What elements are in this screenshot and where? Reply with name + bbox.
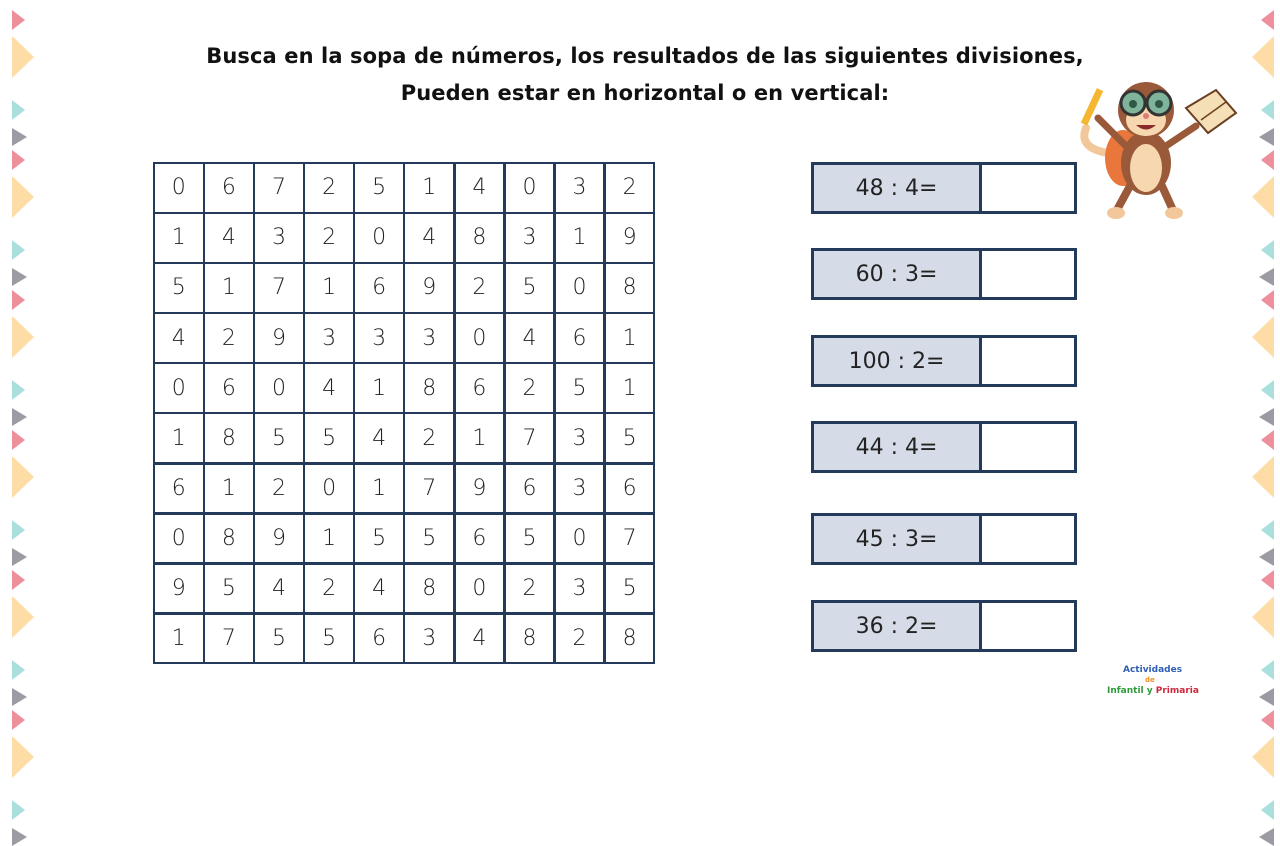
grid-cell[interactable]: 3 [355, 314, 403, 362]
grid-cell[interactable]: 6 [355, 264, 403, 312]
gray-triangle-icon [12, 828, 27, 846]
grid-cell[interactable]: 1 [205, 465, 253, 513]
pink-triangle-icon [12, 710, 25, 730]
grid-cell[interactable]: 1 [606, 364, 654, 412]
division-problem [811, 513, 1077, 565]
number-search-grid [153, 162, 655, 664]
grid-cell[interactable]: 9 [255, 314, 303, 362]
grid-cell[interactable]: 9 [606, 214, 654, 262]
grid-cell[interactable]: 2 [205, 314, 253, 362]
grid-cell[interactable]: 8 [405, 364, 453, 412]
division-question: 48 : 4= [814, 165, 982, 211]
grid-cell[interactable]: 3 [255, 214, 303, 262]
logo-line-2: de [1145, 676, 1155, 684]
grid-cell[interactable]: 7 [255, 164, 303, 212]
pink-triangle-icon [12, 290, 25, 310]
grid-cell[interactable]: 1 [556, 214, 604, 262]
pink-triangle-icon [1261, 570, 1274, 590]
grid-cell[interactable]: 5 [355, 515, 403, 563]
grid-cell[interactable]: 4 [205, 214, 253, 262]
grid-cell[interactable]: 2 [305, 164, 353, 212]
grid-cell[interactable]: 5 [155, 264, 203, 312]
grid-cell[interactable]: 7 [405, 465, 453, 513]
grid-cell[interactable]: 3 [556, 465, 604, 513]
grid-cell[interactable]: 6 [506, 465, 554, 513]
teal-triangle-icon [1261, 380, 1274, 400]
teal-triangle-icon [12, 660, 25, 680]
grid-cell[interactable]: 6 [205, 364, 253, 412]
yellow-triangle-icon [12, 316, 34, 358]
yellow-triangle-icon [12, 456, 34, 498]
grid-cell[interactable]: 4 [405, 214, 453, 262]
division-question: 44 : 4= [814, 424, 982, 470]
grid-cell[interactable]: 3 [556, 565, 604, 613]
grid-cell[interactable]: 0 [556, 264, 604, 312]
answer-box[interactable] [982, 516, 1074, 562]
gray-triangle-icon [1259, 408, 1274, 426]
grid-cell[interactable]: 1 [456, 414, 504, 462]
grid-cell[interactable]: 5 [255, 615, 303, 663]
grid-cell[interactable]: 3 [405, 314, 453, 362]
division-question: 60 : 3= [814, 251, 982, 297]
logo-line-1: Actividades [1123, 665, 1183, 675]
grid-cell[interactable]: 8 [205, 414, 253, 462]
yellow-triangle-icon [12, 736, 34, 778]
grid-cell[interactable]: 0 [456, 314, 504, 362]
grid-cell[interactable]: 8 [405, 565, 453, 613]
grid-cell[interactable]: 5 [606, 565, 654, 613]
division-question: 36 : 2= [814, 603, 982, 649]
yellow-triangle-icon [1252, 176, 1274, 218]
pink-triangle-icon [12, 10, 25, 30]
instructions-line-1: Busca en la sopa de números, los resultados de las siguientes divisiones, [206, 44, 1084, 68]
grid-cell[interactable]: 2 [506, 364, 554, 412]
teal-triangle-icon [12, 520, 25, 540]
grid-cell[interactable]: 0 [506, 164, 554, 212]
grid-cell[interactable]: 5 [255, 414, 303, 462]
grid-cell[interactable]: 2 [305, 565, 353, 613]
teal-triangle-icon [12, 240, 25, 260]
grid-cell[interactable]: 3 [305, 314, 353, 362]
grid-cell[interactable]: 7 [506, 414, 554, 462]
grid-cell[interactable]: 4 [456, 164, 504, 212]
grid-cell[interactable]: 4 [456, 615, 504, 663]
grid-cell[interactable]: 5 [606, 414, 654, 462]
division-problem [811, 162, 1077, 214]
grid-cell[interactable]: 1 [155, 214, 203, 262]
grid-cell[interactable]: 6 [355, 615, 403, 663]
grid-cell[interactable]: 8 [205, 515, 253, 563]
grid-cell[interactable]: 2 [506, 565, 554, 613]
grid-cell[interactable]: 4 [355, 565, 403, 613]
grid-cell[interactable]: 1 [155, 414, 203, 462]
grid-cell[interactable]: 0 [556, 515, 604, 563]
grid-cell[interactable]: 8 [456, 214, 504, 262]
pink-triangle-icon [1261, 290, 1274, 310]
teal-triangle-icon [1261, 800, 1274, 820]
grid-cell[interactable]: 2 [606, 164, 654, 212]
grid-cell[interactable]: 1 [355, 364, 403, 412]
grid-cell[interactable]: 7 [255, 264, 303, 312]
pink-triangle-icon [1261, 430, 1274, 450]
grid-cell[interactable]: 5 [405, 515, 453, 563]
teal-triangle-icon [1261, 660, 1274, 680]
monkey-mascot-icon [1068, 68, 1238, 223]
logo-infantil: Infantil y [1107, 686, 1156, 696]
teal-triangle-icon [12, 800, 25, 820]
site-logo [1105, 665, 1225, 705]
grid-cell[interactable]: 5 [556, 364, 604, 412]
grid-cell[interactable]: 1 [305, 515, 353, 563]
grid-cell[interactable]: 2 [456, 264, 504, 312]
division-problem [811, 421, 1077, 473]
grid-cell[interactable]: 9 [456, 465, 504, 513]
grid-cell[interactable]: 1 [606, 314, 654, 362]
grid-cell[interactable]: 9 [255, 515, 303, 563]
instructions-line-2: Pueden estar en horizontal o en vertical: [400, 81, 890, 105]
grid-cell[interactable]: 1 [355, 465, 403, 513]
grid-cell[interactable]: 4 [506, 314, 554, 362]
pink-triangle-icon [1261, 10, 1274, 30]
grid-cell[interactable]: 3 [405, 615, 453, 663]
answer-box[interactable] [982, 603, 1074, 649]
grid-cell[interactable]: 1 [405, 164, 453, 212]
grid-cell[interactable]: 0 [355, 214, 403, 262]
pink-triangle-icon [1261, 710, 1274, 730]
grid-cell[interactable]: 7 [606, 515, 654, 563]
gray-triangle-icon [12, 268, 27, 286]
grid-cell[interactable]: 2 [405, 414, 453, 462]
grid-cell[interactable]: 7 [205, 615, 253, 663]
grid-cell[interactable]: 6 [155, 465, 203, 513]
grid-cell[interactable]: 3 [556, 414, 604, 462]
gray-triangle-icon [1259, 268, 1274, 286]
grid-cell[interactable]: 6 [606, 465, 654, 513]
grid-cell[interactable]: 6 [556, 314, 604, 362]
grid-cell[interactable]: 5 [355, 164, 403, 212]
teal-triangle-icon [1261, 520, 1274, 540]
grid-cell[interactable]: 1 [305, 264, 353, 312]
gray-triangle-icon [1259, 548, 1274, 566]
yellow-triangle-icon [1252, 736, 1274, 778]
grid-cell[interactable]: 4 [255, 565, 303, 613]
division-problem [811, 248, 1077, 300]
gray-triangle-icon [12, 548, 27, 566]
division-question: 100 : 2= [814, 338, 982, 384]
answer-box[interactable] [982, 424, 1074, 470]
grid-cell[interactable]: 0 [456, 565, 504, 613]
grid-cell[interactable]: 6 [456, 515, 504, 563]
grid-cell[interactable]: 3 [506, 214, 554, 262]
yellow-triangle-icon [12, 176, 34, 218]
grid-cell[interactable]: 4 [355, 414, 403, 462]
gray-triangle-icon [1259, 128, 1274, 146]
grid-cell[interactable]: 8 [606, 264, 654, 312]
gray-triangle-icon [12, 128, 27, 146]
teal-triangle-icon [1261, 240, 1274, 260]
grid-cell[interactable]: 5 [305, 414, 353, 462]
grid-cell[interactable]: 0 [305, 465, 353, 513]
grid-cell[interactable]: 5 [506, 515, 554, 563]
logo-primaria: Primaria [1155, 686, 1199, 696]
grid-cell[interactable]: 1 [205, 264, 253, 312]
division-problem [811, 335, 1077, 387]
gray-triangle-icon [12, 408, 27, 426]
yellow-triangle-icon [1252, 456, 1274, 498]
answer-box[interactable] [982, 251, 1074, 297]
division-question: 45 : 3= [814, 516, 982, 562]
yellow-triangle-icon [1252, 316, 1274, 358]
teal-triangle-icon [12, 380, 25, 400]
grid-cell[interactable]: 6 [456, 364, 504, 412]
grid-cell[interactable]: 3 [556, 164, 604, 212]
grid-cell[interactable]: 5 [205, 565, 253, 613]
grid-cell[interactable]: 4 [155, 314, 203, 362]
yellow-triangle-icon [12, 596, 34, 638]
grid-cell[interactable]: 2 [255, 465, 303, 513]
grid-cell[interactable]: 8 [606, 615, 654, 663]
answer-box[interactable] [982, 338, 1074, 384]
grid-cell[interactable]: 9 [155, 565, 203, 613]
division-problem [811, 600, 1077, 652]
grid-cell[interactable]: 6 [205, 164, 253, 212]
grid-cell[interactable]: 0 [255, 364, 303, 412]
logo-line-3 [1107, 686, 1199, 696]
pink-triangle-icon [12, 150, 25, 170]
grid-cell[interactable]: 4 [305, 364, 353, 412]
grid-cell[interactable]: 2 [305, 214, 353, 262]
gray-triangle-icon [1259, 828, 1274, 846]
grid-cell[interactable]: 9 [405, 264, 453, 312]
pink-triangle-icon [12, 430, 25, 450]
grid-cell[interactable]: 1 [155, 615, 203, 663]
yellow-triangle-icon [1252, 596, 1274, 638]
grid-cell[interactable]: 8 [506, 615, 554, 663]
gray-triangle-icon [1259, 688, 1274, 706]
grid-cell[interactable]: 0 [155, 364, 203, 412]
grid-cell[interactable]: 5 [506, 264, 554, 312]
grid-cell[interactable]: 0 [155, 515, 203, 563]
pink-triangle-icon [1261, 150, 1274, 170]
gray-triangle-icon [12, 688, 27, 706]
grid-cell[interactable]: 2 [556, 615, 604, 663]
grid-cell[interactable]: 5 [305, 615, 353, 663]
grid-cell[interactable]: 0 [155, 164, 203, 212]
answer-box[interactable] [982, 165, 1074, 211]
pink-triangle-icon [12, 570, 25, 590]
